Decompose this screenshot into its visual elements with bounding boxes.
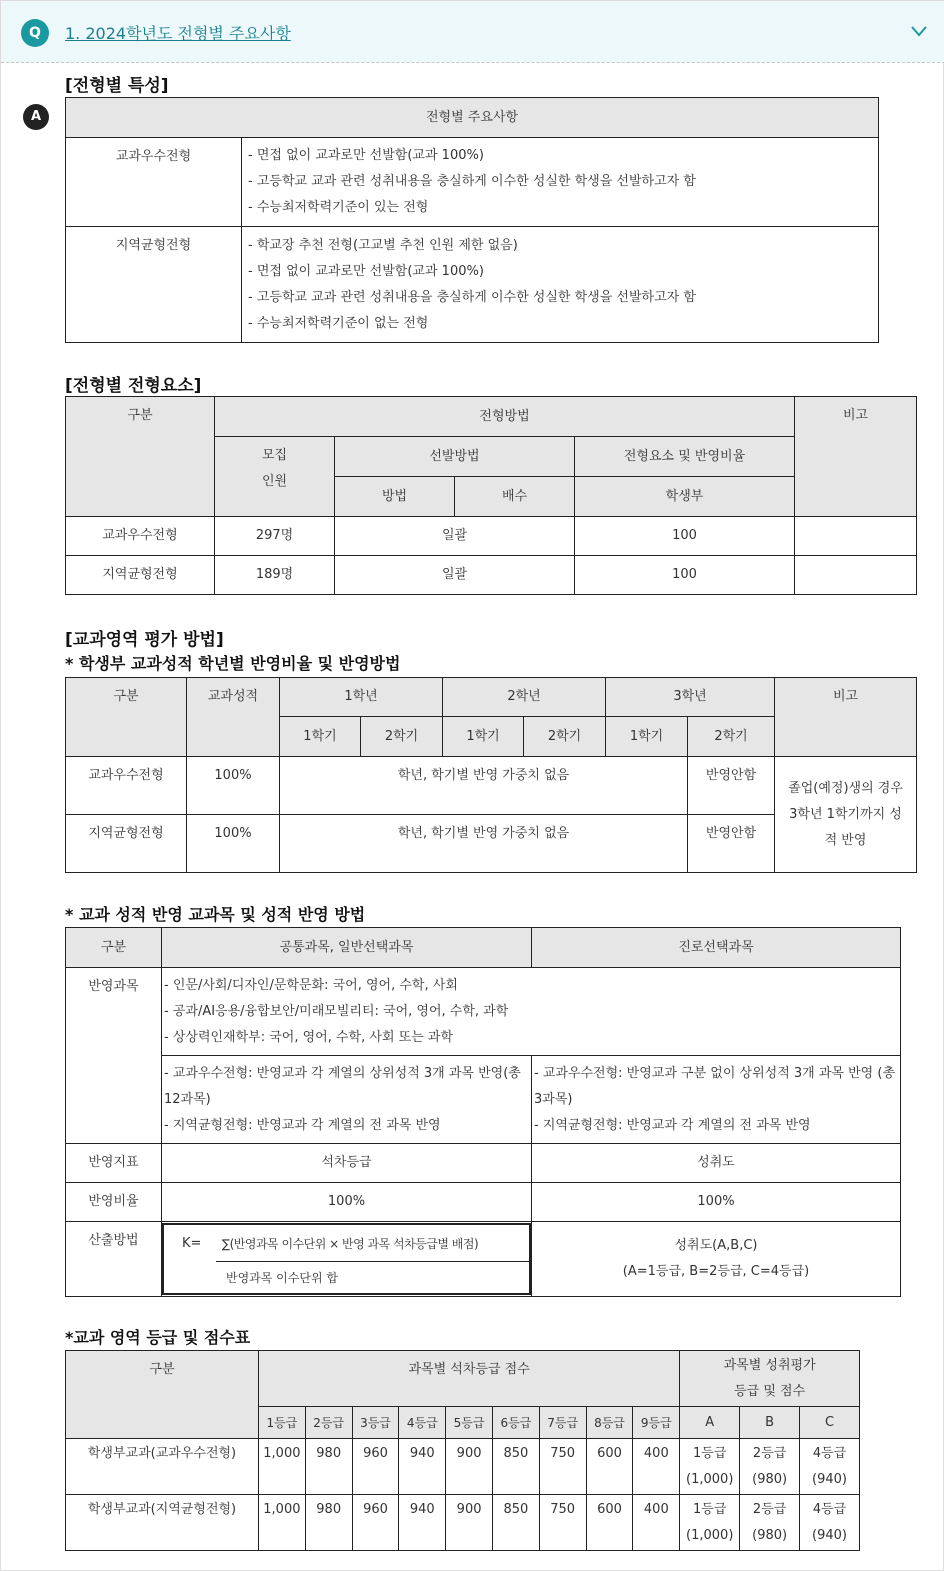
formula-numerator: ∑(반영과목 이수단위 × 반영 과목 석차등급별 배점): [222, 1237, 479, 1251]
header: 공통과목, 일반선택과목: [162, 928, 532, 968]
cell: 900: [446, 1439, 493, 1495]
text-line: - 지역균형전형: 반영교과 각 계열의 전 과목 반영: [164, 1117, 441, 1133]
cell: 600: [586, 1439, 633, 1495]
cell: 940: [399, 1439, 446, 1495]
header: 전형요소 및 반영비율: [575, 437, 795, 477]
header: 1학년: [280, 678, 443, 717]
abc-header: B: [740, 1407, 800, 1439]
cell: 980: [305, 1495, 352, 1551]
cell: 지역균형전형: [66, 556, 215, 595]
header: 2학년: [443, 678, 606, 717]
cell: 4등급 (940): [800, 1495, 860, 1551]
cell: 850: [492, 1439, 539, 1495]
cell: 1등급 (1,000): [680, 1439, 740, 1495]
cell: 100%: [187, 757, 280, 815]
formula-denominator: 반영과목 이수단위 합: [226, 1271, 338, 1285]
header: 비고: [795, 397, 917, 517]
cell: 반영비율: [66, 1183, 162, 1222]
q-icon: Q: [21, 19, 49, 47]
grade-header: 6등급: [492, 1407, 539, 1439]
elements-table: [65, 396, 917, 595]
cell: 1등급 (1,000): [680, 1495, 740, 1551]
cell: 반영안함: [688, 815, 775, 873]
cell: 100%: [532, 1183, 901, 1222]
header: 학생부: [575, 477, 795, 517]
header: 과목별 석차등급 점수: [259, 1351, 680, 1407]
text-line: - 고등학교 교과 관련 성취내용을 충실하게 이수한 성실한 학생을 선발하고자 함: [248, 289, 696, 305]
formula-k: K=: [182, 1236, 202, 1251]
header: 진로선택과목: [532, 928, 901, 968]
cell: 900: [446, 1495, 493, 1551]
cell: 960: [352, 1439, 399, 1495]
characteristics-table: [65, 97, 879, 343]
table-row: [66, 556, 917, 595]
cell: 반영과목: [66, 968, 162, 1144]
a-icon: A: [23, 104, 49, 130]
question-header[interactable]: [1, 1, 944, 63]
section-subtitle: * 학생부 교과성적 학년별 반영비율 및 반영방법: [65, 654, 401, 673]
grade-header: 7등급: [539, 1407, 586, 1439]
header: 교과성적: [187, 678, 280, 757]
cell: 학생부교과(지역균형전형): [66, 1495, 259, 1551]
header: 선발방법: [335, 437, 575, 477]
row-name: 지역균형전형: [66, 227, 242, 343]
cell: 400: [633, 1495, 680, 1551]
cell: 750: [539, 1495, 586, 1551]
cell: 189명: [215, 556, 335, 595]
cell: 100%: [162, 1183, 532, 1222]
header: 구분: [66, 1351, 259, 1439]
text-line: - 교과우수전형: 반영교과 구분 없이 상위성적 3개 과목 반영 (총 3과목): [534, 1065, 895, 1107]
cell: 4등급 (940): [800, 1439, 860, 1495]
header: 구분: [66, 678, 187, 757]
cell: 2등급 (980): [740, 1495, 800, 1551]
header: 1학기: [606, 717, 688, 757]
text-line: - 수능최저학력기준이 없는 전형: [248, 315, 429, 331]
cell: 960: [352, 1495, 399, 1551]
header: 2학기: [688, 717, 775, 757]
text-line: - 고등학교 교과 관련 성취내용을 충실하게 이수한 성실한 학생을 선발하고자 함: [248, 174, 696, 189]
section-title: [교과영역 평가 방법]: [65, 630, 224, 650]
header: 비고: [775, 678, 917, 757]
section-title: [전형별 전형요소]: [65, 376, 202, 396]
grade-header: 2등급: [305, 1407, 352, 1439]
grade-header: 4등급: [399, 1407, 446, 1439]
chevron-down-icon[interactable]: [909, 21, 929, 41]
cell: 400: [633, 1439, 680, 1495]
cell: 성취도: [532, 1144, 901, 1183]
cell: 학생부교과(교과우수전형): [66, 1439, 259, 1495]
cell: 2등급 (980): [740, 1439, 800, 1495]
cell: 교과우수전형: [66, 517, 215, 556]
abc-header: C: [800, 1407, 860, 1439]
cell: 학년, 학기별 반영 가중치 없음: [280, 815, 688, 873]
text-line: - 상상력인재학부: 국어, 영어, 수학, 사회 또는 과학: [164, 1029, 453, 1045]
cell: 교과우수전형: [66, 757, 187, 815]
header: 2학기: [524, 717, 606, 757]
cell: 성취도(A,B,C): [674, 1238, 758, 1253]
table-row: [66, 517, 917, 556]
cell: 일괄: [335, 517, 575, 556]
cell: (A=1등급, B=2등급, C=4등급): [622, 1264, 810, 1279]
cell: 100: [575, 517, 795, 556]
cell: 940: [399, 1495, 446, 1551]
header: 모집 인원: [215, 437, 335, 517]
section-title: *교과 영역 등급 및 점수표: [65, 1328, 251, 1347]
header: 1학기: [443, 717, 524, 757]
cell: 반영지표: [66, 1144, 162, 1183]
header: 과목별 성취평가 등급 및 점수: [680, 1351, 860, 1407]
cell: 석차등급: [162, 1144, 532, 1183]
cell: 100: [575, 556, 795, 595]
text-line: - 교과우수전형: 반영교과 각 계열의 상위성적 3개 과목 반영(총 12과목): [164, 1065, 521, 1107]
text-line: - 학교장 추천 전형(고교별 추천 인원 제한 없음): [248, 237, 518, 253]
text-line: - 지역균형전형: 반영교과 각 계열의 전 과목 반영: [534, 1117, 811, 1133]
score-table: [65, 1350, 860, 1551]
text-line: - 수능최저학력기준이 있는 전형: [248, 200, 429, 215]
header: 구분: [66, 928, 162, 968]
header: 전형별 주요사항: [66, 98, 879, 138]
note-cell: 졸업(예정)생의 경우 3학년 1학기까지 성적 반영: [775, 757, 917, 873]
grade-header: 8등급: [586, 1407, 633, 1439]
abc-header: A: [680, 1407, 740, 1439]
cell: 1,000: [259, 1439, 306, 1495]
text-line: - 면접 없이 교과로만 선발함(교과 100%): [248, 263, 484, 279]
text-line: - 인문/사회/디자인/문학문화: 국어, 영어, 수학, 사회: [164, 977, 458, 993]
cell: 850: [492, 1495, 539, 1551]
subjects-table: [65, 927, 901, 1297]
header: 방법: [335, 477, 455, 517]
cell: 750: [539, 1439, 586, 1495]
text-line: - 면접 없이 교과로만 선발함(교과 100%): [248, 148, 484, 163]
cell: 학년, 학기별 반영 가중치 없음: [280, 757, 688, 815]
grade-header: 9등급: [633, 1407, 680, 1439]
section-title: [전형별 특성]: [65, 76, 169, 96]
header: 2학기: [361, 717, 443, 757]
formula: [162, 1223, 531, 1295]
header: 1학기: [280, 717, 361, 757]
cell: 297명: [215, 517, 335, 556]
grade-header: 3등급: [352, 1407, 399, 1439]
table-row: [66, 1439, 860, 1495]
semester-table: [65, 677, 917, 873]
row-name: 교과우수전형: [66, 138, 242, 227]
grade-header: 5등급: [446, 1407, 493, 1439]
cell: 600: [586, 1495, 633, 1551]
text-line: - 공과/AI응용/융합보안/미래모빌리티: 국어, 영어, 수학, 과학: [164, 1003, 509, 1019]
cell: 100%: [187, 815, 280, 873]
header: 3학년: [606, 678, 775, 717]
header: 전형방법: [215, 397, 795, 437]
section-title: * 교과 성적 반영 교과목 및 성적 반영 방법: [65, 905, 366, 924]
table-row: [66, 1495, 860, 1551]
cell: 반영안함: [688, 757, 775, 815]
cell: 지역균형전형: [66, 815, 187, 873]
header: 배수: [455, 477, 575, 517]
grade-header: 1등급: [259, 1407, 306, 1439]
header: 구분: [66, 397, 215, 517]
cell: 980: [305, 1439, 352, 1495]
cell: 1,000: [259, 1495, 306, 1551]
cell: 일괄: [335, 556, 575, 595]
cell: 산출방법: [66, 1222, 162, 1297]
table-row: [66, 757, 917, 815]
question-title-link[interactable]: 1. 2024학년도 전형별 주요사항: [65, 24, 291, 43]
